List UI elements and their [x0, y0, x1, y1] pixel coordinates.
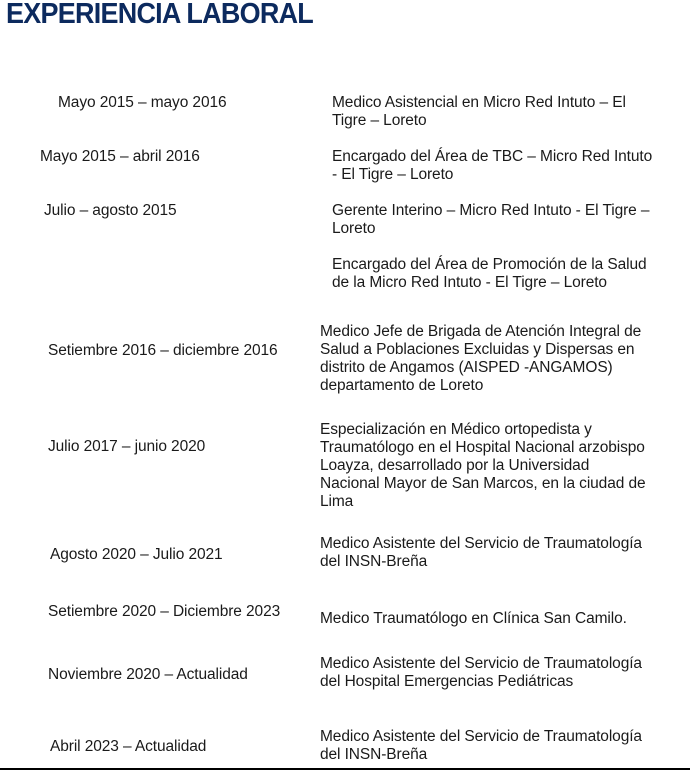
entry-description: Encargado del Área de Promoción de la Salud de la Micro Red Intuto - El Tigre – Loreto [332, 256, 647, 291]
entry-description: Medico Asistente del Servicio de Traumatología del Hospital Emergencias Pediátricas [320, 655, 642, 690]
entry-description: Encargado del Área de TBC – Micro Red Intuto - El Tigre – Loreto [332, 148, 653, 183]
entry-date: Mayo 2015 – mayo 2016 [58, 94, 227, 111]
bottom-divider [0, 768, 690, 770]
entry-description: Medico Asistente del Servicio de Traumatología del INSN-Breña [320, 728, 642, 763]
entry-date: Setiembre 2016 – diciembre 2016 [48, 342, 278, 359]
section-title: EXPERIENCIA LABORAL [6, 0, 314, 30]
entry-date: Mayo 2015 – abril 2016 [40, 148, 200, 165]
entry-description: Especialización en Médico ortopedista y Traumatólogo en el Hospital Nacional arzobispo Loayza, desarrollado por la Universidad Nacional Mayor de San Marcos, en la ciudad de Lima [320, 421, 646, 510]
entry-date: Abril 2023 – Actualidad [50, 738, 207, 755]
entry-description: Medico Asistente del Servicio de Traumatología del INSN-Breña [320, 535, 642, 570]
entry-date: Noviembre 2020 – Actualidad [48, 666, 248, 683]
entry-date: Julio – agosto 2015 [44, 202, 177, 219]
entry-description: Gerente Interino – Micro Red Intuto - El Tigre – Loreto [332, 202, 650, 237]
entry-description: Medico Asistencial en Micro Red Intuto – El Tigre – Loreto [332, 94, 626, 129]
entry-date: Julio 2017 – junio 2020 [48, 438, 206, 455]
entry-description: Medico Traumatólogo en Clínica San Camilo. [320, 610, 627, 627]
entry-date: Setiembre 2020 – Diciembre 2023 [48, 603, 281, 620]
entry-date: Agosto 2020 – Julio 2021 [50, 546, 223, 563]
entry-description: Medico Jefe de Brigada de Atención Integral de Salud a Poblaciones Excluidas y Dispersas en distrito de Angamos (AISPED -ANGAMOS) departamento de Loreto [320, 323, 642, 394]
